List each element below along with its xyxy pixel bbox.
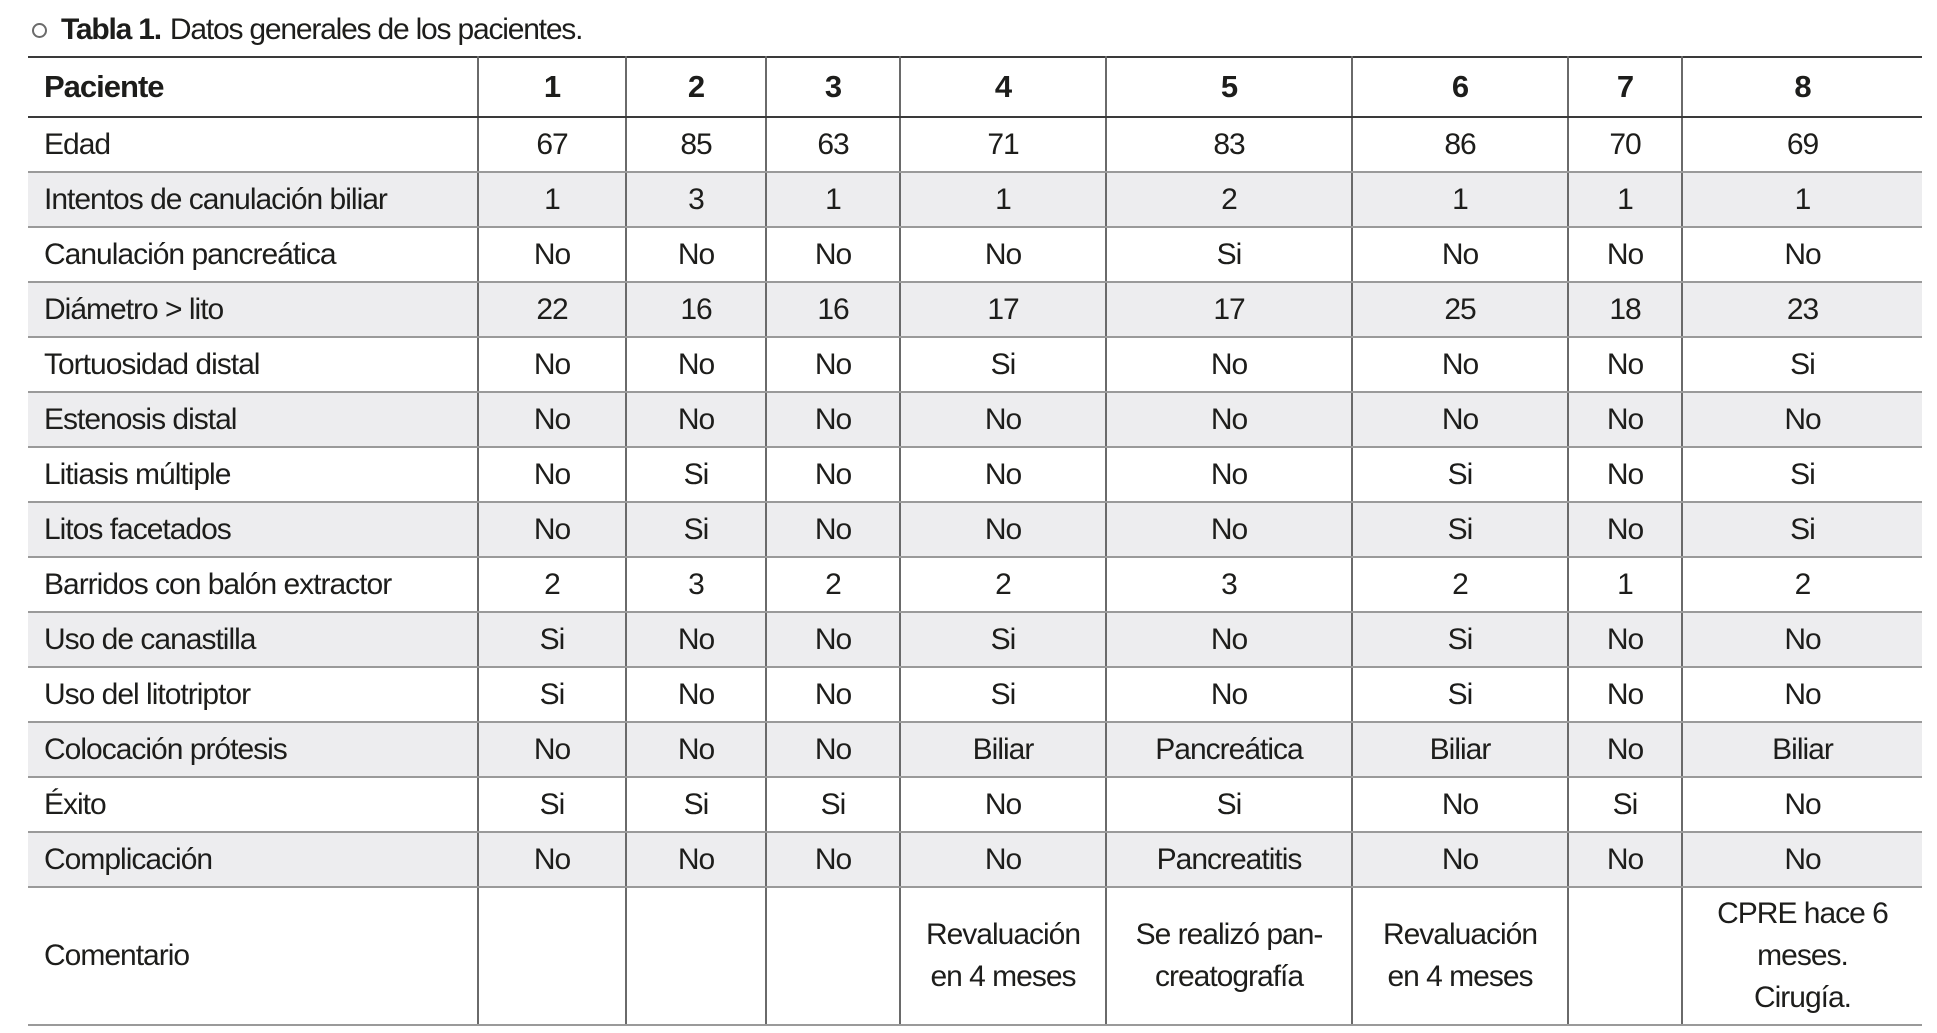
table-row (28, 667, 1922, 722)
table-cell: No (478, 832, 626, 887)
table-cell: 16 (626, 282, 766, 337)
table-row (28, 172, 1922, 227)
table-cell: No (766, 447, 900, 502)
column-header: 3 (766, 57, 900, 117)
comment-line: Revaluación (925, 918, 1081, 951)
table-cell: No (1568, 667, 1682, 722)
comment-cell (1352, 887, 1568, 1025)
column-header: 7 (1568, 57, 1682, 117)
comment-row (28, 887, 1922, 1025)
table-cell: No (1568, 722, 1682, 777)
table-cell: Si (1682, 447, 1922, 502)
comment-cell (626, 887, 766, 1025)
table-cell: Si (1106, 777, 1352, 832)
comment-line: Cirugía. (1753, 981, 1852, 1014)
table-cell: No (1352, 337, 1568, 392)
table-cell: 2 (1352, 557, 1568, 612)
table-cell: Biliar (1682, 722, 1922, 777)
table-cell: 1 (766, 172, 900, 227)
table-header-row (28, 57, 1922, 117)
table-cell: No (1682, 667, 1922, 722)
table-cell: Pancreatitis (1106, 832, 1352, 887)
table-cell: 2 (1682, 557, 1922, 612)
table-cell: No (766, 722, 900, 777)
table-cell: 25 (1352, 282, 1568, 337)
table-cell: Si (478, 612, 626, 667)
table-row (28, 337, 1922, 392)
table-cell: No (1106, 392, 1352, 447)
table-cell: No (1352, 832, 1568, 887)
table-cell: No (626, 832, 766, 887)
table-cell: No (900, 447, 1106, 502)
row-label: Uso de canastilla (28, 612, 478, 667)
table-cell: No (1568, 227, 1682, 282)
comment-cell (766, 887, 900, 1025)
table-cell: No (900, 502, 1106, 557)
row-label: Éxito (28, 777, 478, 832)
table-cell: Si (1682, 502, 1922, 557)
comment-line: CPRE hace 6 (1717, 897, 1888, 930)
table-cell: 3 (626, 172, 766, 227)
row-label: Canulación pancreática (28, 227, 478, 282)
table-cell: No (1682, 777, 1922, 832)
row-label: Uso del litotriptor (28, 667, 478, 722)
table-cell: 1 (1568, 172, 1682, 227)
table-cell: No (900, 832, 1106, 887)
table-row (28, 557, 1922, 612)
table-cell: No (1568, 392, 1682, 447)
table-cell: No (478, 722, 626, 777)
table-cell: 70 (1568, 117, 1682, 172)
comment-line: Se realizó pan- (1135, 918, 1323, 951)
table-cell: No (478, 337, 626, 392)
table-caption (32, 8, 582, 52)
table-cell: Si (626, 447, 766, 502)
table-cell: 1 (478, 172, 626, 227)
table-cell: No (766, 392, 900, 447)
table-cell: 1 (900, 172, 1106, 227)
table-cell: 22 (478, 282, 626, 337)
row-label: Barridos con balón extractor (28, 557, 478, 612)
table-row (28, 227, 1922, 282)
table-cell: No (626, 392, 766, 447)
table-cell: Biliar (1352, 722, 1568, 777)
table-cell: Si (1568, 777, 1682, 832)
table-cell: 2 (900, 557, 1106, 612)
table-cell: 2 (478, 557, 626, 612)
column-header: 4 (900, 57, 1106, 117)
table-cell: No (478, 392, 626, 447)
table-cell: No (766, 667, 900, 722)
table-cell: 1 (1568, 557, 1682, 612)
table-cell: 85 (626, 117, 766, 172)
row-label: Tortuosidad distal (28, 337, 478, 392)
table-cell: Si (900, 612, 1106, 667)
row-label: Intentos de canulación biliar (28, 172, 478, 227)
table-cell: 67 (478, 117, 626, 172)
table-cell: 16 (766, 282, 900, 337)
table-cell: Si (478, 777, 626, 832)
table-cell: Si (1352, 447, 1568, 502)
table-cell: No (626, 612, 766, 667)
table-cell: No (1352, 777, 1568, 832)
table-cell: No (626, 227, 766, 282)
comment-cell (1106, 887, 1352, 1025)
table-row (28, 447, 1922, 502)
table-cell: 1 (1682, 172, 1922, 227)
table-cell: 71 (900, 117, 1106, 172)
row-label: Complicación (28, 832, 478, 887)
row-label: Colocación prótesis (28, 722, 478, 777)
comment-cell (1568, 887, 1682, 1025)
table-cell: Biliar (900, 722, 1106, 777)
column-header: 6 (1352, 57, 1568, 117)
table-cell: Si (626, 502, 766, 557)
circle-bullet-icon (32, 23, 47, 38)
table-row (28, 117, 1922, 172)
table-cell: No (1568, 502, 1682, 557)
table-cell: No (766, 227, 900, 282)
comment-line: en 4 meses (1387, 960, 1533, 993)
table-row (28, 832, 1922, 887)
comment-line: creatografía (1154, 960, 1304, 993)
row-label: Comentario (28, 887, 478, 1025)
table-cell: No (478, 447, 626, 502)
table-cell: No (1568, 832, 1682, 887)
table-cell: 69 (1682, 117, 1922, 172)
table-cell: No (900, 227, 1106, 282)
table-cell: No (478, 227, 626, 282)
table-cell: No (1352, 392, 1568, 447)
header-label: Paciente (28, 57, 478, 117)
table-cell: No (1682, 832, 1922, 887)
table-cell: No (1106, 337, 1352, 392)
table-row (28, 612, 1922, 667)
table-row (28, 777, 1922, 832)
table-cell: No (766, 502, 900, 557)
table-cell: No (1568, 612, 1682, 667)
table-cell: No (626, 667, 766, 722)
table-cell: Si (900, 337, 1106, 392)
table-cell: No (766, 832, 900, 887)
table-cell: No (1106, 447, 1352, 502)
column-header: 5 (1106, 57, 1352, 117)
table-cell: 1 (1352, 172, 1568, 227)
table-cell: No (900, 777, 1106, 832)
table-cell: Si (900, 667, 1106, 722)
table-cell: Pancreática (1106, 722, 1352, 777)
table-cell: 17 (900, 282, 1106, 337)
table-cell: 3 (626, 557, 766, 612)
table-cell: No (900, 392, 1106, 447)
table-row (28, 392, 1922, 447)
table-row (28, 722, 1922, 777)
table-cell: 63 (766, 117, 900, 172)
table-cell: No (766, 337, 900, 392)
comment-cell (900, 887, 1106, 1025)
column-header: 2 (626, 57, 766, 117)
table-cell: Si (478, 667, 626, 722)
table-cell: 17 (1106, 282, 1352, 337)
table-cell: Si (766, 777, 900, 832)
table-cell: Si (1352, 502, 1568, 557)
table-cell: No (766, 612, 900, 667)
table-cell: 2 (1106, 172, 1352, 227)
table-cell: 18 (1568, 282, 1682, 337)
row-label: Estenosis distal (28, 392, 478, 447)
table-cell: No (1568, 447, 1682, 502)
table-row (28, 502, 1922, 557)
table-cell: Si (1352, 667, 1568, 722)
row-label: Diámetro > lito (28, 282, 478, 337)
column-header: 8 (1682, 57, 1922, 117)
comment-cell (478, 887, 626, 1025)
table-cell: Si (1352, 612, 1568, 667)
table-cell: No (1682, 227, 1922, 282)
table-cell: No (626, 722, 766, 777)
table-cell: 3 (1106, 557, 1352, 612)
caption-label: Tabla 1. (61, 13, 161, 46)
table-cell: Si (626, 777, 766, 832)
table-cell: No (626, 337, 766, 392)
comment-line: Revaluación (1382, 918, 1538, 951)
row-label: Edad (28, 117, 478, 172)
table-cell: No (478, 502, 626, 557)
table-row (28, 282, 1922, 337)
row-label: Litos facetados (28, 502, 478, 557)
table-cell: No (1106, 612, 1352, 667)
table-cell: No (1568, 337, 1682, 392)
table-cell: No (1682, 612, 1922, 667)
table-cell: Si (1682, 337, 1922, 392)
caption-text: Datos generales de los pacientes. (169, 13, 583, 46)
table-cell: No (1682, 392, 1922, 447)
patients-table (28, 56, 1922, 1026)
table-cell: 2 (766, 557, 900, 612)
table-cell: 83 (1106, 117, 1352, 172)
table-cell: No (1106, 667, 1352, 722)
table-cell: Si (1106, 227, 1352, 282)
column-header: 1 (478, 57, 626, 117)
comment-cell (1682, 887, 1922, 1025)
table-cell: 86 (1352, 117, 1568, 172)
comment-line: en 4 meses (930, 960, 1076, 993)
table-cell: No (1352, 227, 1568, 282)
row-label: Litiasis múltiple (28, 447, 478, 502)
comment-line: meses. (1757, 939, 1848, 972)
table-cell: No (1106, 502, 1352, 557)
table-cell: 23 (1682, 282, 1922, 337)
